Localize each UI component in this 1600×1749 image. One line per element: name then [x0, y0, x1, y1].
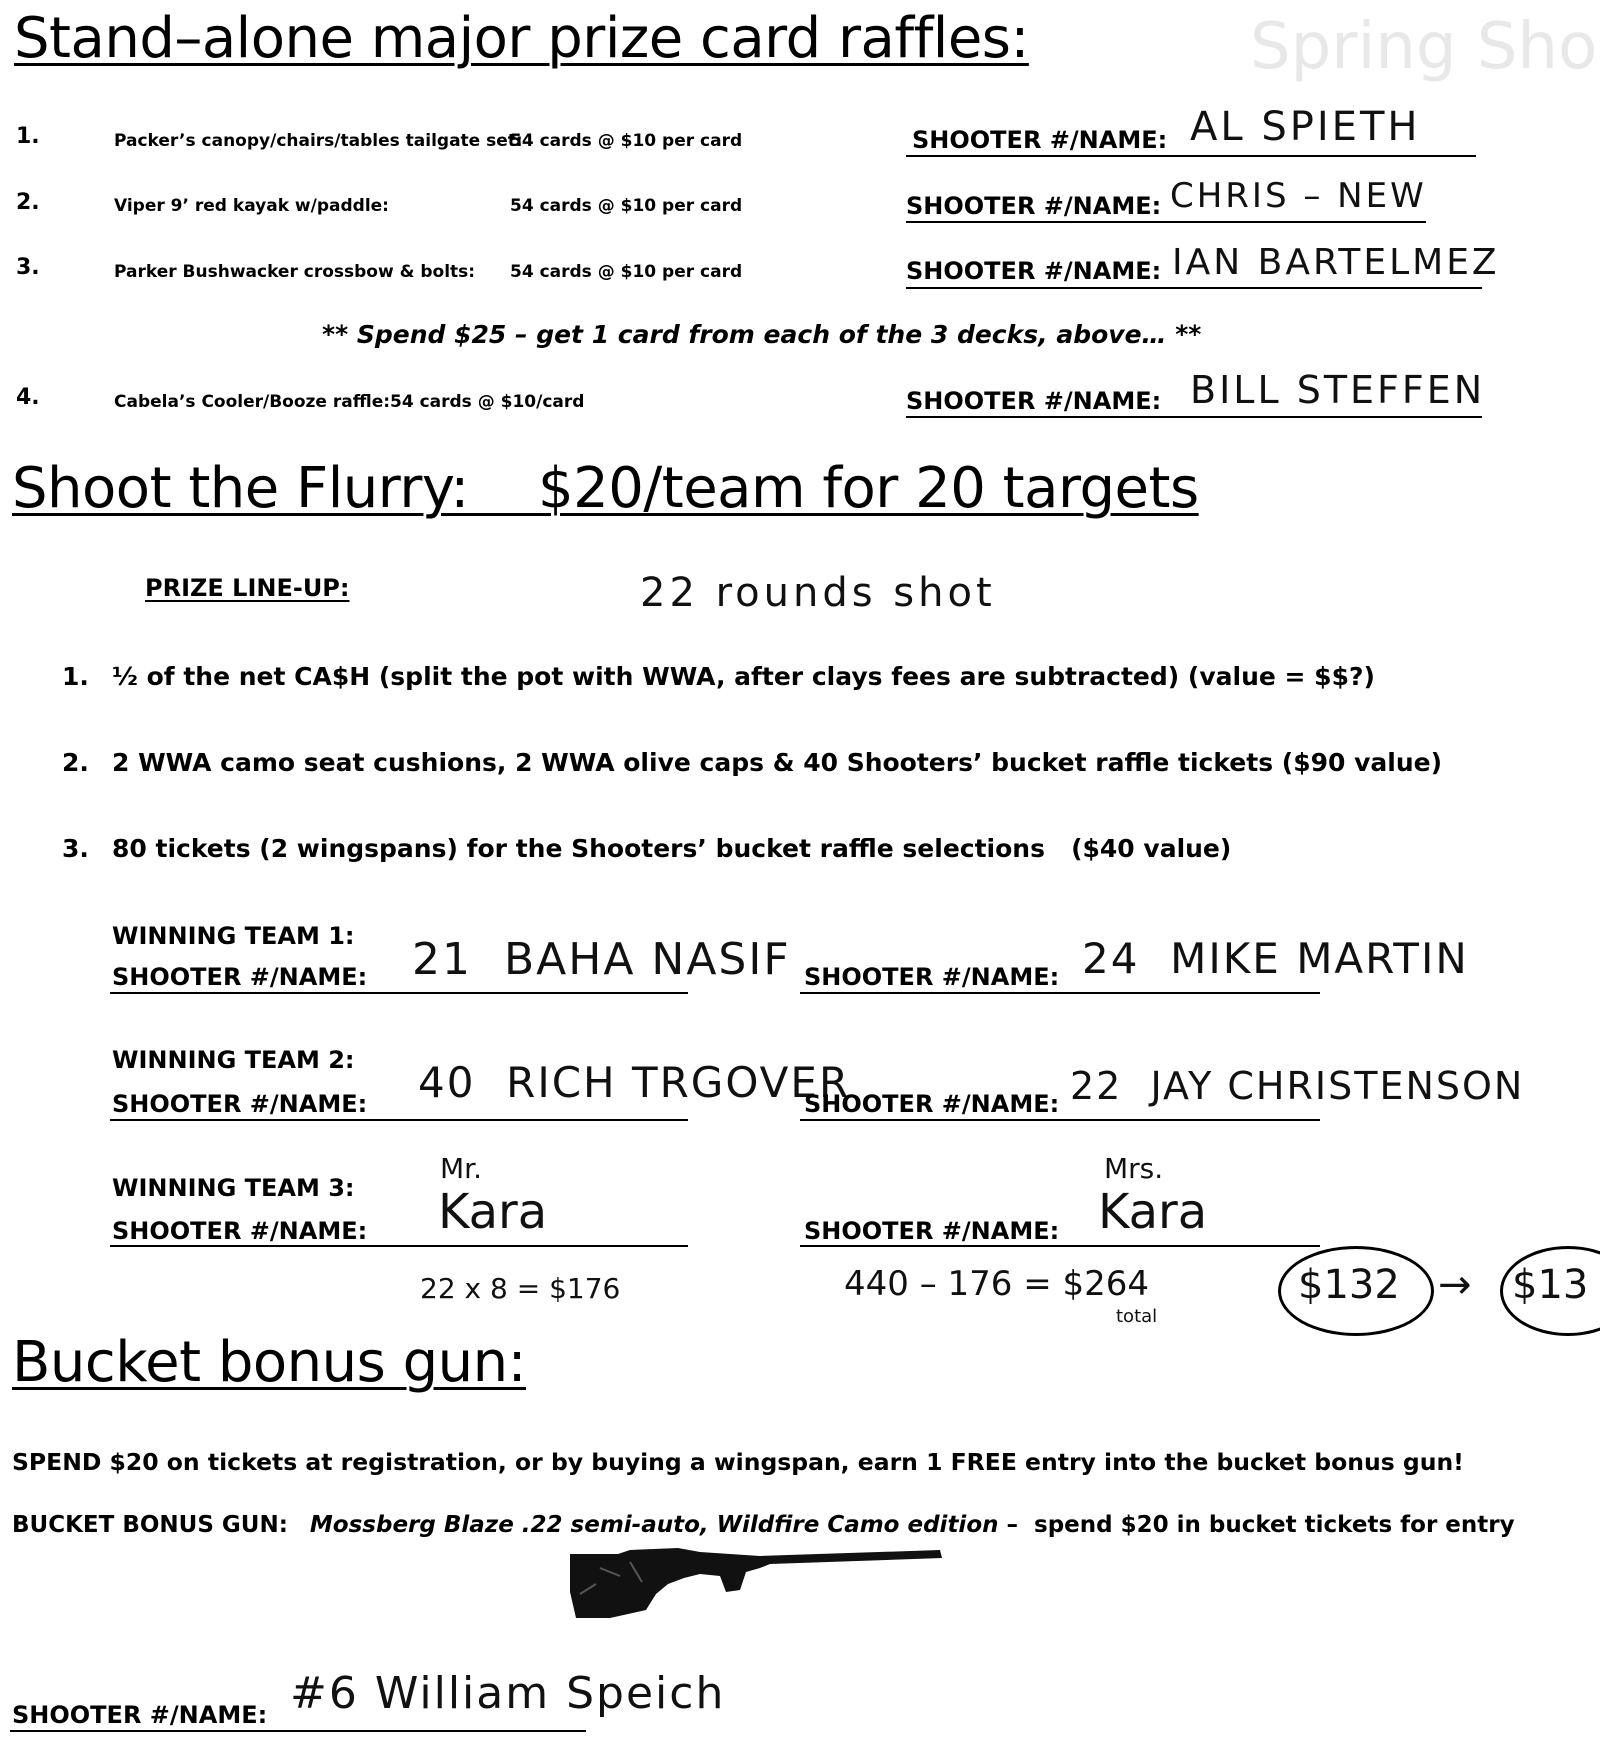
- bucket-gun-suffix: – spend $20 in bucket tickets for entry: [998, 1512, 1515, 1538]
- rounds-shot-note: 22 rounds shot: [640, 570, 996, 616]
- raffle-item-4-shooter-label: SHOOTER #/NAME:: [906, 387, 1162, 415]
- team-2-line-b: [800, 1119, 1320, 1121]
- payout-result-1: $132: [1298, 1262, 1400, 1308]
- bucket-shooter-name: #6 William Speich: [290, 1668, 726, 1719]
- prize-2-number: 2.: [62, 748, 89, 777]
- team-3-prefix-b: Mrs.: [1104, 1152, 1164, 1185]
- calc-note-2: 440 – 176 = $264: [844, 1264, 1150, 1304]
- raffle-item-4-cards: 54 cards @ $10/card: [390, 392, 585, 412]
- raffle-item-1-cards: 54 cards @ $10 per card: [510, 131, 743, 151]
- team-1-line-b: [800, 992, 1320, 994]
- prize-1-text: ½ of the net CA$H (split the pot with WWA, after clays fees are subtracted) (value = $$?): [112, 662, 1375, 691]
- raffle-item-2-desc: Viper 9’ red kayak w/paddle:: [114, 196, 389, 216]
- bleed-through-title: Spring Sho: [1250, 10, 1598, 84]
- team-3-shooter-label-b: SHOOTER #/NAME:: [804, 1217, 1060, 1245]
- team-1-shooter-label-b: SHOOTER #/NAME:: [804, 963, 1060, 991]
- prize-1-number: 1.: [62, 662, 89, 691]
- calc-note-1: 22 x 8 = $176: [420, 1272, 621, 1305]
- bucket-heading: Bucket bonus gun:: [12, 1330, 527, 1395]
- raffle-item-1-shooter-name: AL SPIETH: [1190, 104, 1421, 150]
- raffle-item-1-desc: Packer’s canopy/chairs/tables tailgate set:: [114, 131, 523, 151]
- raffle-item-3-line: [906, 287, 1482, 289]
- team-3-label: WINNING TEAM 3:: [112, 1174, 355, 1202]
- rifle-icon: [560, 1532, 950, 1622]
- raffle-item-4-desc: Cabela’s Cooler/Booze raffle:: [114, 392, 391, 412]
- raffle-item-2-shooter-name: CHRIS – NEW: [1170, 176, 1427, 216]
- raffle-item-1-number: 1.: [16, 124, 40, 149]
- raffle-item-4-number: 4.: [16, 385, 40, 410]
- raffle-item-4-shooter-name: BILL STEFFEN: [1190, 368, 1486, 412]
- team-1-shooter-label-a: SHOOTER #/NAME:: [112, 963, 368, 991]
- team-3-line-a: [110, 1245, 688, 1247]
- team-2-shooter-label-b: SHOOTER #/NAME:: [804, 1090, 1060, 1118]
- raffle-item-2-number: 2.: [16, 190, 40, 215]
- team-3-shooter-label-a: SHOOTER #/NAME:: [112, 1217, 368, 1245]
- bucket-gun-label: BUCKET BONUS GUN:: [12, 1512, 288, 1538]
- team-1-line-a: [110, 992, 688, 994]
- payout-arrow: →: [1438, 1262, 1472, 1308]
- raffle-item-1-shooter-label: SHOOTER #/NAME:: [912, 126, 1168, 154]
- calc-note-2-total: total: [1116, 1306, 1158, 1327]
- bucket-shooter-line: [10, 1730, 586, 1732]
- bucket-spend-text: SPEND $20 on tickets at registration, or by buying a wingspan, earn 1 FREE entry into the bucket bonus gun!: [12, 1448, 1464, 1476]
- raffle-item-2-shooter-label: SHOOTER #/NAME:: [906, 192, 1162, 220]
- team-2-shooter-b: 22 JAY CHRISTENSON: [1070, 1064, 1525, 1108]
- raffle-item-2-cards: 54 cards @ $10 per card: [510, 196, 743, 216]
- prize-2-text: 2 WWA camo seat cushions, 2 WWA olive caps & 40 Shooters’ bucket raffle tickets ($90 value): [112, 748, 1443, 777]
- team-1-shooter-a: 21 BAHA NASIF: [412, 934, 791, 985]
- raffle-item-4-line: [906, 416, 1482, 418]
- team-2-shooter-a: 40 RICH TRGOVER: [418, 1058, 851, 1107]
- raffle-item-3-cards: 54 cards @ $10 per card: [510, 262, 743, 282]
- team-3-shooter-a: Kara: [438, 1184, 548, 1240]
- bucket-gun-name: Mossberg Blaze .22 semi-auto, Wildfire Camo edition: [309, 1512, 999, 1538]
- raffle-item-3-desc: Parker Bushwacker crossbow & bolts:: [114, 262, 476, 282]
- prize-3-text: 80 tickets (2 wingspans) for the Shooters’ bucket raffle selections ($40 value): [112, 834, 1232, 863]
- team-2-line-a: [110, 1119, 688, 1121]
- team-3-line-b: [800, 1245, 1320, 1247]
- prize-3-number: 3.: [62, 834, 89, 863]
- raffle-item-2-line: [906, 221, 1426, 223]
- payout-result-2: $13: [1512, 1262, 1589, 1308]
- team-1-shooter-b: 24 MIKE MARTIN: [1082, 934, 1469, 983]
- team-3-prefix-a: Mr.: [440, 1152, 482, 1185]
- raffles-heading: Stand–alone major prize card raffles:: [14, 6, 1029, 71]
- raffle-item-3-shooter-label: SHOOTER #/NAME:: [906, 257, 1162, 285]
- flurry-heading: Shoot the Flurry: $20/team for 20 targets: [12, 456, 1199, 521]
- raffle-item-3-number: 3.: [16, 255, 40, 280]
- prize-lineup-label: PRIZE LINE-UP:: [145, 574, 350, 602]
- bucket-shooter-label: SHOOTER #/NAME:: [12, 1701, 268, 1729]
- team-2-shooter-label-a: SHOOTER #/NAME:: [112, 1090, 368, 1118]
- raffle-item-3-shooter-name: IAN BARTELMEZ: [1172, 242, 1500, 283]
- raffle-spend-note: ** Spend $25 – get 1 card from each of the 3 decks, above… **: [322, 320, 1202, 349]
- raffle-item-1-line: [906, 155, 1476, 157]
- team-1-label: WINNING TEAM 1:: [112, 922, 355, 950]
- team-3-shooter-b: Kara: [1098, 1184, 1208, 1240]
- team-2-label: WINNING TEAM 2:: [112, 1046, 355, 1074]
